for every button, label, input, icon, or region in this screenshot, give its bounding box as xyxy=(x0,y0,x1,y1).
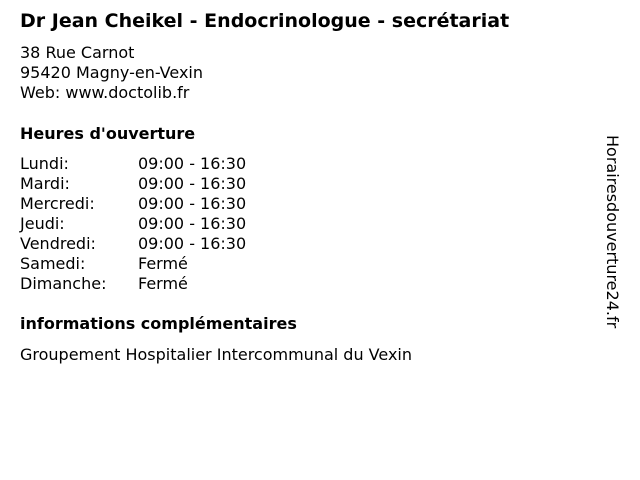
opening-hours-table xyxy=(20,154,246,294)
opening-hours-heading: Heures d'ouverture xyxy=(20,124,196,143)
hours-time: 09:00 - 16:30 xyxy=(138,174,247,193)
hours-row-wednesday xyxy=(20,194,246,214)
hours-row-monday xyxy=(20,154,246,174)
site-watermark: Horairesdouverture24.fr xyxy=(603,135,622,329)
hours-day: Samedi: xyxy=(20,254,86,273)
hours-day: Jeudi: xyxy=(20,214,65,233)
additional-info-text: Groupement Hospitalier Intercommunal du Vexin xyxy=(20,345,412,364)
address-web: Web: www.doctolib.fr xyxy=(20,83,190,102)
page-title: Dr Jean Cheikel - Endocrinologue - secrétariat xyxy=(20,10,510,32)
hours-day: Mercredi: xyxy=(20,194,95,213)
hours-row-friday xyxy=(20,234,246,254)
address-street: 38 Rue Carnot xyxy=(20,43,135,62)
hours-row-thursday xyxy=(20,214,246,234)
address-city: 95420 Magny-en-Vexin xyxy=(20,63,203,82)
hours-time: 09:00 - 16:30 xyxy=(138,154,247,173)
hours-time: Fermé xyxy=(138,274,188,293)
hours-time: 09:00 - 16:30 xyxy=(138,214,247,233)
hours-time: 09:00 - 16:30 xyxy=(138,234,247,253)
address-block xyxy=(20,43,203,103)
hours-day: Dimanche: xyxy=(20,274,107,293)
hours-day: Mardi: xyxy=(20,174,70,193)
hours-row-tuesday xyxy=(20,174,246,194)
hours-time: 09:00 - 16:30 xyxy=(138,194,247,213)
additional-info-heading: informations complémentaires xyxy=(20,314,297,333)
hours-row-sunday xyxy=(20,274,246,294)
hours-time: Fermé xyxy=(138,254,188,273)
hours-day: Lundi: xyxy=(20,154,69,173)
hours-day: Vendredi: xyxy=(20,234,96,253)
hours-row-saturday xyxy=(20,254,246,274)
